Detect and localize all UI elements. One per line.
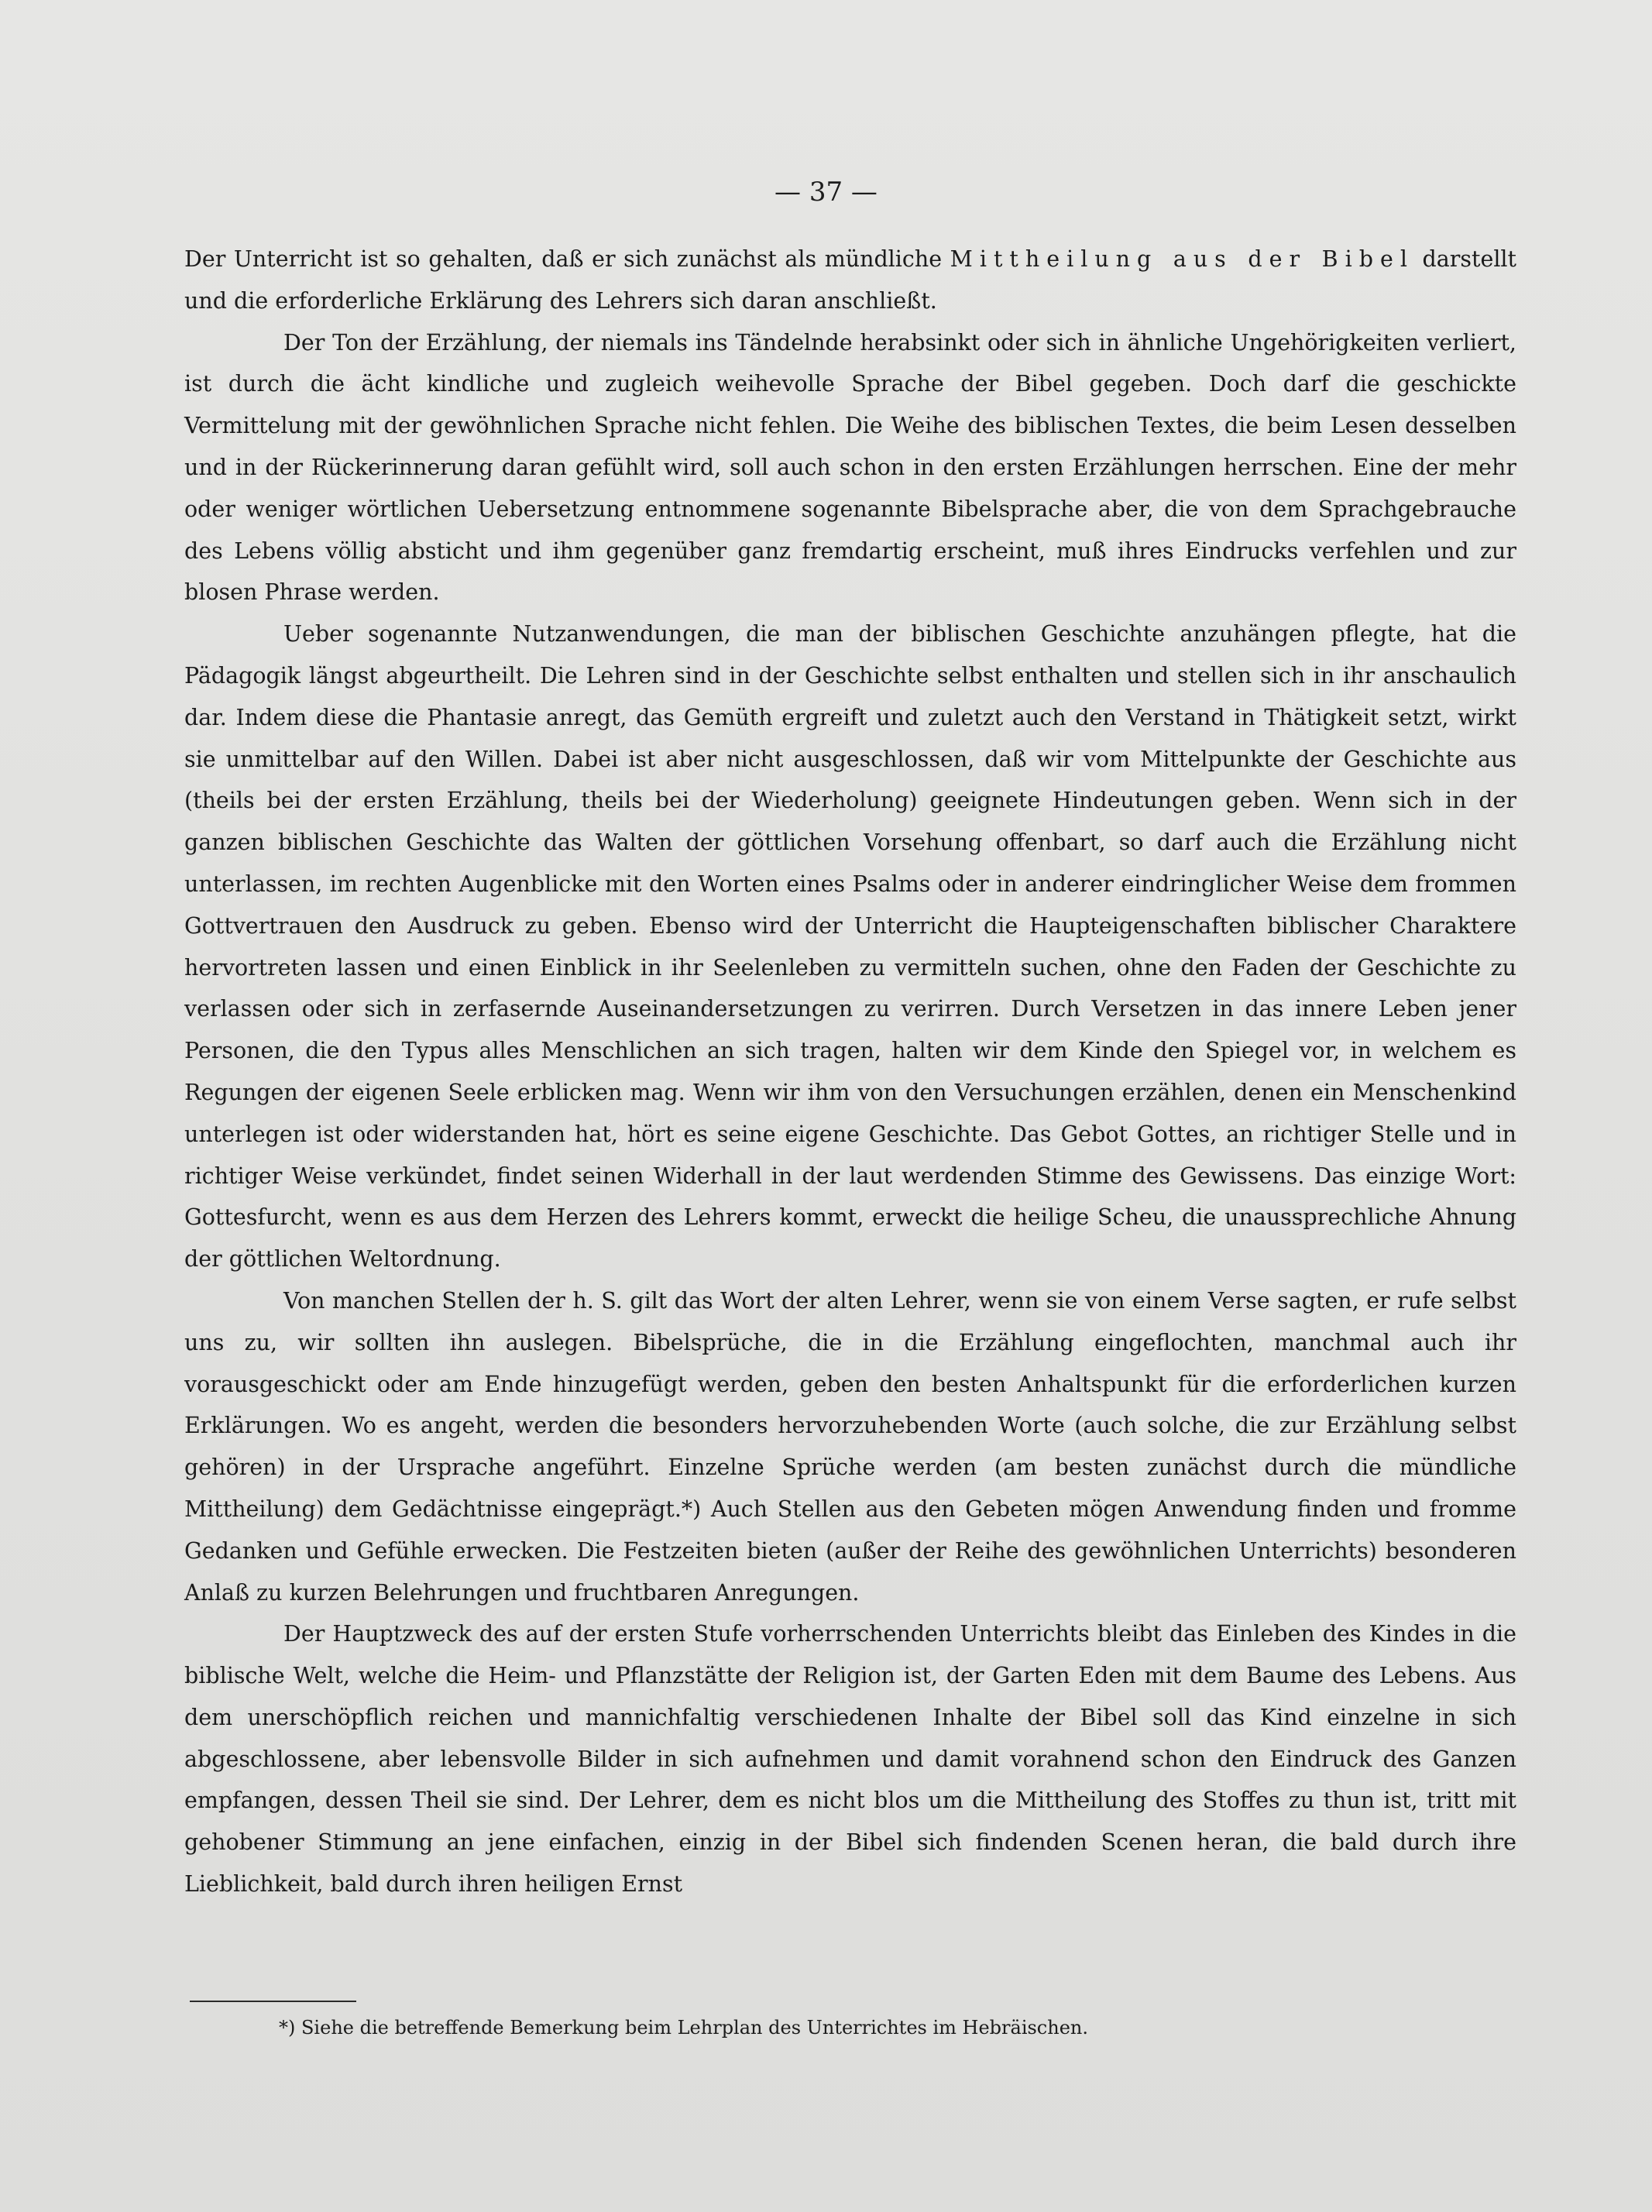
paragraph-3: Ueber sogenannte Nutzanwendungen, die man der biblischen Geschichte anzuhängen pflegte, hat die Pädagogik längst abgeurtheilt. Die Lehren sind in der Geschichte selbst enthalten und stellen sich in ihr anschaulich dar. Indem diese die Phantasie anregt, das Gemüth ergreift und zuletzt auch den Verstand in Thätigkeit setzt, wirkt sie unmittelbar auf den Willen. Dabei ist aber nicht ausgeschlossen, daß wir vom Mittelpunkte der Geschichte aus (theils bei der ersten Erzählung, theils bei der Wiederholung) geeignete Hindeutungen geben. Wenn sich in der ganzen biblischen Geschichte das Walten der göttlichen Vorsehung offenbart, so darf auch die Erzählung nicht unterlassen, im rechten Augenblicke mit den Worten eines Psalms oder in anderer eindringlicher Weise dem frommen Gottvertrauen den Ausdruck zu geben. Ebenso wird der Unterricht die Haupteigenschaften biblischer Charaktere hervortreten lassen und einen Einblick in ihr Seelenleben zu vermitteln suchen, ohne den Faden der Geschichte zu verlassen oder sich in zerfasernde Auseinandersetzungen zu verirren. Durch Versetzen in das innere Leben jener Personen, die den Typus alles Menschlichen an sich tragen, halten wir dem Kinde den Spiegel vor, in welchem es Regungen der eigenen Seele erblicken mag. Wenn wir ihm von den Versuchungen erzählen, denen ein Menschenkind unterlegen ist oder widerstanden hat, hört es seine eigene Geschichte. Das Gebot Gottes, an richtiger Stelle und in richtiger Weise verkündet, findet seinen Widerhall in der laut werdenden Stimme des Gewissens. Das einzige Wort: Gottesfurcht, wenn es aus dem Herzen des Lehrers kommt, erweckt die heilige Scheu, die unaussprechliche Ahnung der göttlichen Weltordnung. bbox=[184, 621, 1516, 1273]
paragraph-4: Von manchen Stellen der h. S. gilt das Wort der alten Lehrer, wenn sie von einem Verse sagten, er rufe selbst uns zu, wir sollten ihn auslegen. Bibelsprüche, die in die Erzählung eingeflochten, manchmal auch ihr vorausgeschickt oder am Ende hinzugefügt werden, geben den besten Anhaltspunkt für die erforderlichen kurzen Erklärungen. Wo es angeht, werden die besonders hervorzuhebenden Worte (auch solche, die zur Erzählung selbst gehören) in der Ursprache angeführt. Einzelne Sprüche werden (am besten zunächst durch die mündliche Mittheilung) dem Gedächtnisse eingeprägt.*) Auch Stellen aus den Gebeten mögen Anwendung finden und fromme Gedanken und Gefühle erwecken. Die Festzeiten bieten (außer der Reihe des gewöhnlichen Unterrichts) besonderen Anlaß zu kurzen Belehrungen und fruchtbaren Anregungen. bbox=[184, 1287, 1516, 1606]
paragraph-1-lead: Der Unterricht ist so gehalten, daß er sich zunächst als mündliche bbox=[184, 246, 950, 272]
paragraph-2: Der Ton der Erzählung, der niemals ins Tändelnde herabsinkt oder sich in ähnliche Ungehörigkeiten verliert, ist durch die ächt kindliche und zugleich weihevolle Sprache der Bibel gegeben. Doch darf die geschickte Vermittelung mit der gewöhnlichen Sprache nicht fehlen. Die Weihe des biblischen Textes, die beim Lesen desselben und in der Rückerinnerung daran gefühlt wird, soll auch schon in den ersten Erzählungen herrschen. Eine der mehr oder weniger wörtlichen Uebersetzung entnommene sogenannte Bibelsprache aber, die von dem Sprachgebrauche des Lebens völlig absticht und ihm gegenüber ganz fremdartig erscheint, muß ihres Eindrucks verfehlen und zur blosen Phrase werden. bbox=[184, 329, 1516, 606]
body-text bbox=[184, 239, 1516, 1905]
paragraph-1 bbox=[184, 239, 1516, 322]
footnote: *) Siehe die betreffende Bemerkung beim Lehrplan des Unterrichtes im Hebräischen. bbox=[279, 2017, 1088, 2039]
footnote-divider bbox=[190, 2001, 356, 2002]
paragraph-5: Der Hauptzweck des auf der ersten Stufe vorherrschenden Unterrichts bleibt das Einleben des Kindes in die biblische Welt, welche die Heim- und Pflanzstätte der Religion ist, der Garten Eden mit dem Baume des Lebens. Aus dem unerschöpflich reichen und mannichfaltig verschiedenen Inhalte der Bibel soll das Kind einzelne in sich abgeschlossene, aber lebensvolle Bilder in sich aufnehmen und damit vorahnend schon den Eindruck des Ganzen empfangen, dessen Theil sie sind. Der Lehrer, dem es nicht blos um die Mittheilung des Stoffes zu thun ist, tritt mit gehobener Stimmung an jene einfachen, einzig in der Bibel sich findenden Scenen heran, die bald durch ihre Lieblichkeit, bald durch ihren heiligen Ernst bbox=[184, 1621, 1516, 1898]
paragraph-1-rest: darstellt und die erforderliche Erklärung des Lehrers sich daran anschließt. bbox=[184, 246, 1516, 314]
spaced-emphasis: Mittheilung aus der Bibel bbox=[950, 246, 1414, 272]
page-number: — 37 — bbox=[774, 177, 878, 208]
